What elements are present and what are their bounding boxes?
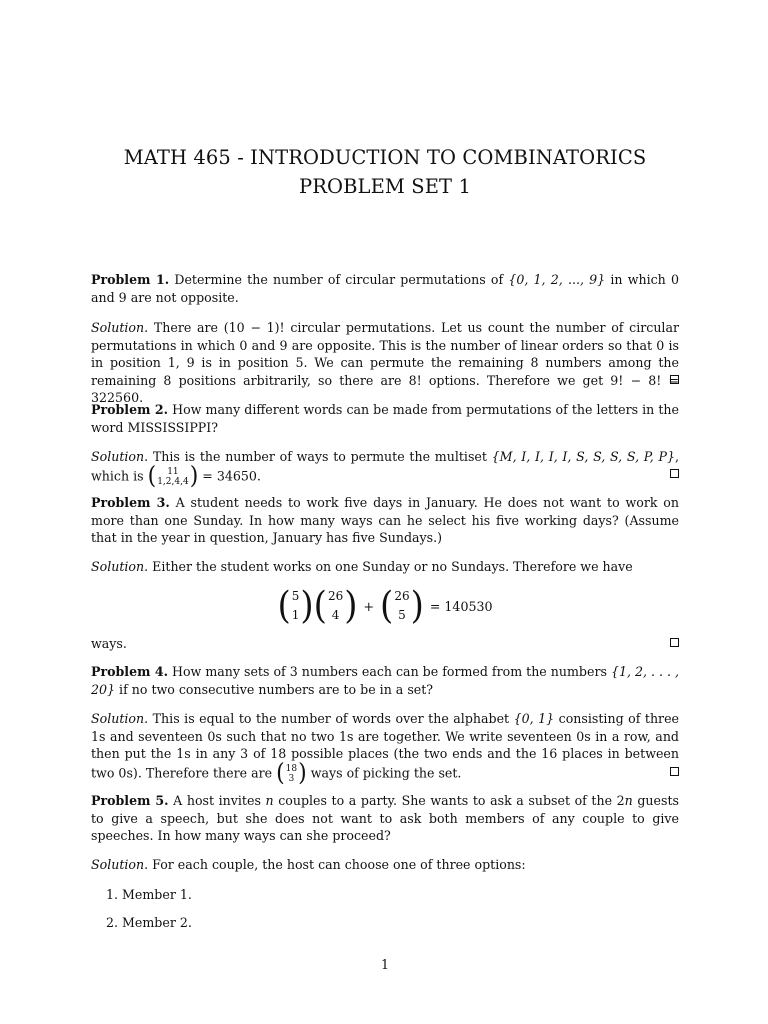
problem-5-n2: n	[624, 793, 633, 808]
solution-1	[91, 319, 679, 407]
binom-bottom: 3	[288, 773, 295, 784]
solution-3-text: Either the student works on one Sunday or no Sundays. Therefore we have	[152, 559, 633, 574]
solution-2-text-c: = 34650.	[198, 468, 261, 484]
problem-3-text: A student needs to work five days in January. He does not want to work on more than one Sunday. In how many ways can he select his five working days? (Assume that in the year in question, January has five Sundays.)	[91, 495, 679, 546]
solution-2-multiset: {M, I, I, I, I, S, S, S, S, P, P}	[491, 449, 675, 464]
display-equation	[91, 586, 679, 626]
problem-1-text-b: in which 0 and 9 are not opposite.	[91, 272, 679, 305]
solution-3-label: Solution.	[91, 559, 149, 574]
equation-result: = 140530	[429, 598, 493, 614]
solution-4-binomial: ( 18 3 )	[276, 759, 307, 787]
document-title	[91, 143, 679, 201]
binom-bottom: 5	[398, 608, 406, 622]
problem-5-text-a: A host invites	[173, 793, 266, 808]
problem-2-label: Problem 2.	[91, 402, 169, 417]
problem-5-n: n	[265, 793, 274, 808]
binom-top: 5	[291, 589, 300, 603]
problem-5	[91, 792, 679, 845]
page-number: 1	[380, 957, 389, 972]
binom-top: 11	[167, 466, 179, 477]
problem-4	[91, 663, 679, 698]
solution-1-text: There are (10 − 1)! circular permutations. Let us count the number of circular permutations in which 0 and 9 are opposite. This is the number of linear orders so that 0 is in position 1, 9 is in position 5. We can permute the remaining 8 numbers among the remaining 8 positions arbitrarily, so there are 8! options. Therefore we get 9! − 8! = 322560.	[91, 320, 679, 406]
solution-2	[91, 448, 679, 488]
problem-3	[91, 494, 679, 547]
binom-bottom: 1,2,4,4	[157, 476, 189, 487]
solution-3	[91, 558, 679, 576]
problem-1-set: {0, 1, 2, ..., 9}	[508, 272, 606, 287]
qed-box-1	[670, 375, 679, 384]
problem-4-set: {1, 2, . . . , 20}	[91, 664, 680, 697]
binom-bottom: 1	[291, 608, 300, 622]
binom-26-4: ( 26 4 )	[313, 584, 358, 628]
problem-1	[91, 271, 679, 306]
list-item: 1. Member 1.	[106, 887, 192, 902]
binom-5-1: ( 5 1 )	[277, 584, 314, 628]
problem-3-label: Problem 3.	[91, 495, 170, 510]
solution-2-text-b: , which is	[91, 449, 679, 484]
problem-4-text-a: How many sets of 3 numbers each can be formed from the numbers	[171, 664, 611, 679]
solution-2-text-a: This is the number of ways to permute the multiset	[152, 449, 492, 464]
problem-5-text-c: guests to give a speech, but she does not want to ask both members of any couple to give speeches. In how many ways can she proceed?	[91, 793, 679, 844]
solution-3-tail-text: ways.	[91, 636, 127, 651]
problem-2-text: How many different words can be made from permutations of the letters in the word MISSISSIPPI?	[91, 402, 679, 435]
plus-sign: +	[363, 598, 375, 614]
binom-bottom: 4	[331, 608, 340, 622]
problem-4-text-b: if no two consecutive numbers are to be in a set?	[115, 681, 434, 697]
qed-box-2	[670, 469, 679, 478]
solution-1-label: Solution.	[91, 320, 149, 335]
qed-box-3	[670, 638, 679, 647]
solution-4-text-b: consisting of three 1s and seventeen 0s such that no two 1s are together. We write seventeen 0s in a row, and then put the 1s in any 3 of 18 possible places (the two ends and the 16 places in between two 0s). Therefore there are	[91, 711, 679, 781]
solution-4-text-c: ways of picking the set.	[306, 765, 462, 781]
list-item: 2. Member 2.	[106, 915, 192, 930]
problem-4-label: Problem 4.	[91, 664, 168, 679]
title-line-1: MATH 465 - INTRODUCTION TO COMBINATORICS	[123, 146, 647, 169]
problem-2	[91, 401, 679, 436]
problem-5-text-b: couples to a party. She wants to ask a subset of the 2	[273, 793, 625, 808]
solution-3-tail	[91, 635, 679, 653]
binom-26-5: ( 26 5 )	[380, 584, 424, 628]
binom-top: 26	[394, 589, 410, 603]
solution-5-label: Solution.	[91, 857, 149, 872]
solution-4-alphabet: {0, 1}	[513, 711, 555, 726]
solution-2-label: Solution.	[91, 449, 149, 464]
solution-4-label: Solution.	[91, 711, 149, 726]
title-line-2: PROBLEM SET 1	[299, 175, 471, 198]
qed-box-4	[670, 767, 679, 776]
binom-top: 18	[285, 763, 298, 774]
binom-top: 26	[327, 589, 344, 603]
problem-1-label: Problem 1.	[91, 272, 170, 287]
problem-1-text-a: Determine the number of circular permutations of	[174, 272, 509, 287]
problem-5-label: Problem 5.	[91, 793, 169, 808]
solution-2-binomial: ( 11 1,2,4,4 )	[147, 462, 199, 490]
solution-4-text-a: This is equal to the number of words over the alphabet	[152, 711, 514, 726]
solution-5	[91, 856, 679, 874]
solution-4	[91, 710, 679, 785]
solution-5-text: For each couple, the host can choose one of three options:	[152, 857, 526, 872]
